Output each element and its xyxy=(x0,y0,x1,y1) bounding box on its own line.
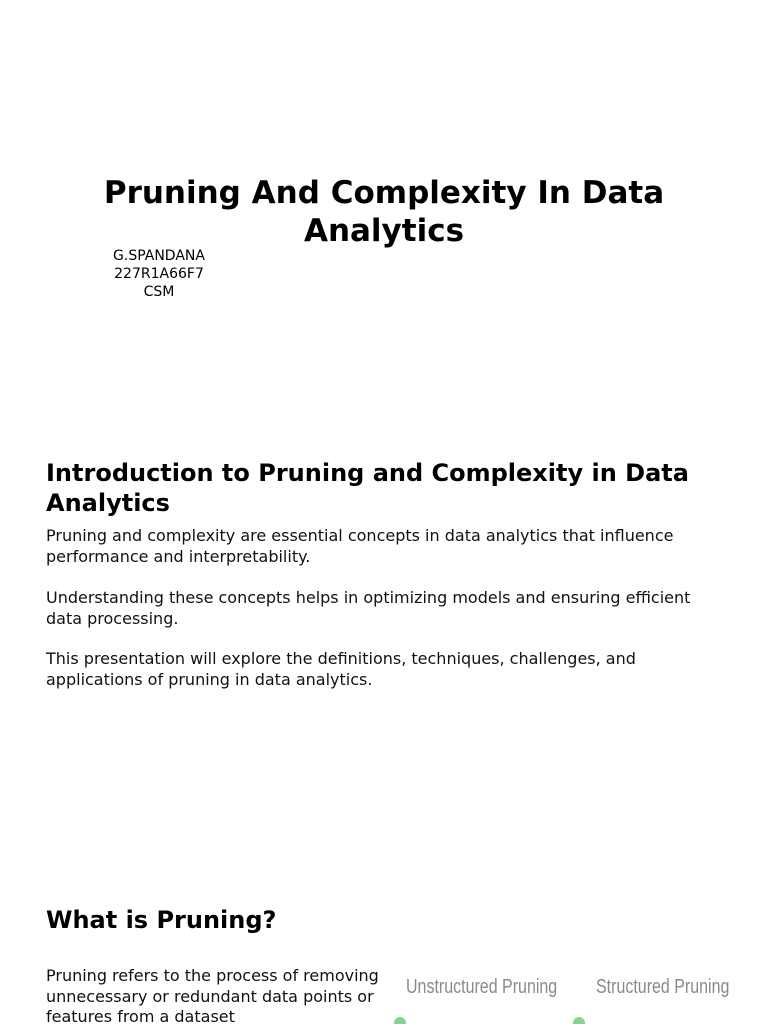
author-name: G.SPANDANA xyxy=(113,248,205,264)
intro-heading: Introduction to Pruning and Complexity in Data Analytics xyxy=(46,459,689,517)
author-department: CSM xyxy=(143,284,175,300)
intro-paragraph-3: This presentation will explore the definitions, techniques, challenges, and applications of pruning in data analytics. xyxy=(46,649,636,689)
intro-paragraph-1: Pruning and complexity are essential concepts in data analytics that influence performance and interpretability. xyxy=(46,526,674,566)
author-block xyxy=(100,247,218,301)
slide-title: Pruning And Complexity In Data Analytics xyxy=(103,175,665,249)
network-node-dot xyxy=(394,1017,406,1024)
unstructured-pruning-label: Unstructured Pruning xyxy=(406,976,558,998)
pruning-heading: What is Pruning? xyxy=(46,906,277,934)
author-roll-number: 227R1A66F7 xyxy=(114,266,204,282)
pruning-diagram-image xyxy=(392,968,732,1024)
structured-pruning-label: Structured Pruning xyxy=(596,976,730,998)
network-node-dot xyxy=(573,1017,585,1024)
intro-paragraph-2: Understanding these concepts helps in optimizing models and ensuring efficient data processing. xyxy=(46,588,691,628)
pruning-paragraph: Pruning refers to the process of removing unnecessary or redundant data points or features from a dataset xyxy=(46,966,379,1024)
